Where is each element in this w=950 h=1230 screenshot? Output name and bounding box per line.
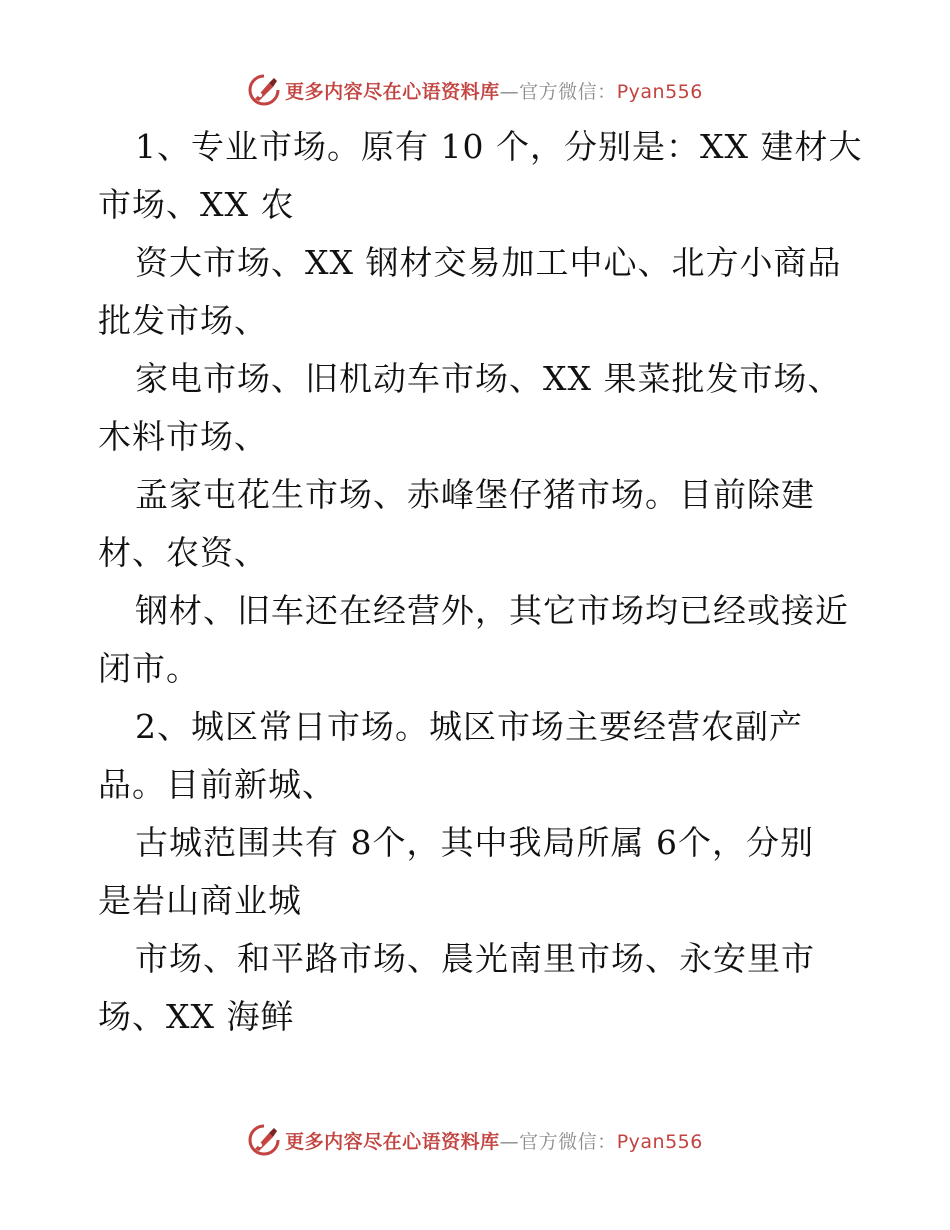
body-line: 批发市场、 [98,301,268,340]
banner-main-text: 更多内容尽在心语资料库 [285,1130,500,1153]
body-line: 钢材、旧车还在经营外，其它市场均已经或接近 [135,591,849,630]
body-line: 孟家屯花生市场、赤峰堡仔猪市场。目前除建 [135,475,815,514]
footer-banner [0,1120,950,1160]
banner-wechat-id: Pyan556 [616,1130,703,1153]
body-line: 资大市场、XX 钢材交易加工中心、北方小商品 [135,243,842,282]
banner-dash: — [499,1130,520,1153]
body-line: 是岩山商业城 [98,881,302,920]
pen-logo-icon [247,73,281,107]
body-line: 家电市场、旧机动车市场、XX 果菜批发市场、 [135,359,842,398]
body-line: 市场、XX 农 [98,185,295,224]
body-line: 材、农资、 [98,533,268,572]
banner-wechat-id: Pyan556 [616,80,703,103]
document-body [98,118,863,1046]
header-banner [0,70,950,110]
body-line: 木料市场、 [98,417,268,456]
body-line: 品。目前新城、 [98,765,336,804]
body-line: 1、专业市场。原有 10 个，分别是：XX 建材大 [135,127,863,166]
banner-dash: — [499,80,520,103]
banner-main-text: 更多内容尽在心语资料库 [285,80,500,103]
body-line: 古城范围共有 8个，其中我局所属 6个，分别 [135,823,814,862]
body-line: 2、城区常日市场。城区市场主要经营农副产 [135,707,803,746]
banner-wechat-label: 官方微信： [519,1130,617,1153]
pen-logo-icon [247,1123,281,1157]
banner-wechat-label: 官方微信： [519,80,617,103]
body-line: 场、XX 海鲜 [98,997,295,1036]
body-line: 闭市。 [98,649,200,688]
body-line: 市场、和平路市场、晨光南里市场、永安里市 [135,939,815,978]
